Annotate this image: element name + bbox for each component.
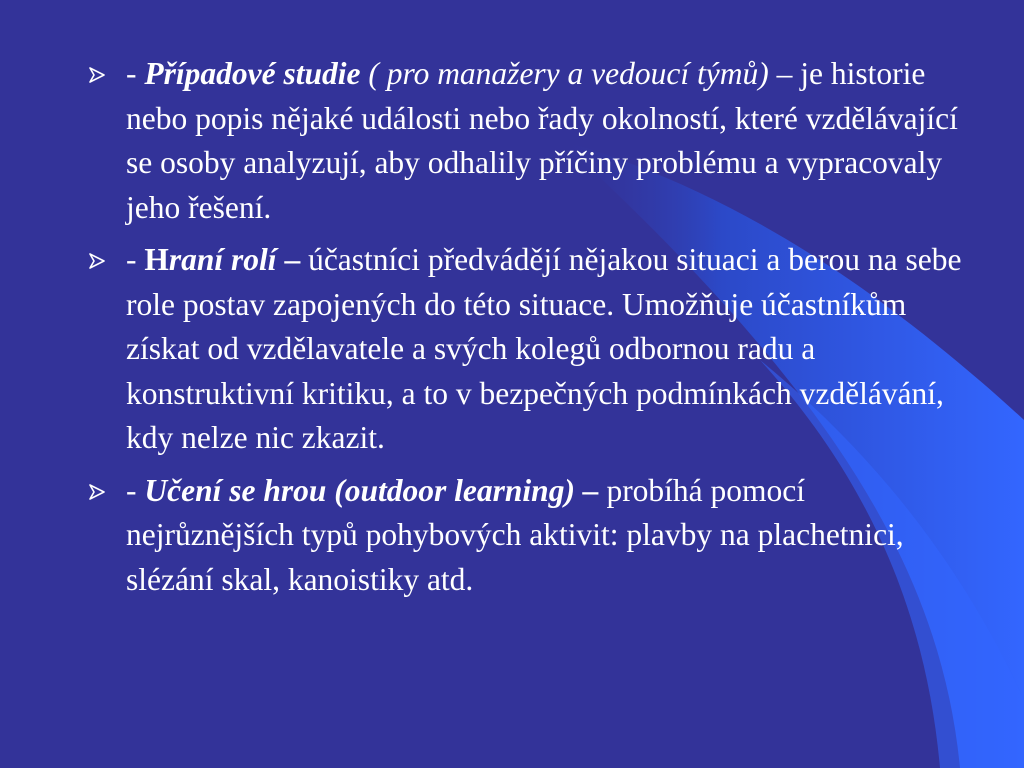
- list-item-outdoor-learning: [88, 469, 968, 603]
- bullet-text: účastníci předvádějí nějakou situaci a berou na sebe role postav zapojených do této situace. Umožňuje účastníkům získat od vzdělavatele a svých kolegů odbornou radu a konstruktivní kritiku, a to v bezpečných podmínkách vzdělávání, kdy nelze nic zkazit.: [126, 242, 962, 455]
- bullet-text: – je historie nebo popis nějaké události nebo řady okolností, které vzdělávající se osoby analyzují, aby odhalily příčiny problému a vypracovaly jeho řešení.: [126, 56, 958, 225]
- term-dash: –: [276, 242, 301, 277]
- list-item-case-studies: [88, 52, 968, 230]
- term-role-play-lead: H: [144, 242, 169, 277]
- bullet-text: probíhá pomocí nejrůznějších typů pohybových aktivit: plavby na plachetnici, slézání skal, kanoistiky atd.: [126, 472, 904, 597]
- term-case-studies: Případové studie: [144, 56, 361, 91]
- bullet-dash: -: [126, 472, 145, 508]
- bullet-list: [88, 52, 968, 610]
- arrowhead-bullet-icon: [88, 253, 106, 269]
- list-item-role-play: [88, 238, 968, 461]
- arrowhead-bullet-icon: [88, 484, 106, 500]
- bullet-dash: -: [126, 56, 145, 91]
- term-outdoor-learning: Učení se hrou (outdoor learning) –: [144, 472, 599, 508]
- term-role-play: raní rolí: [168, 242, 277, 277]
- term-note: ( pro manažery a vedoucí týmů): [360, 56, 769, 91]
- arrowhead-bullet-icon: [88, 67, 106, 83]
- bullet-dash: -: [126, 242, 145, 277]
